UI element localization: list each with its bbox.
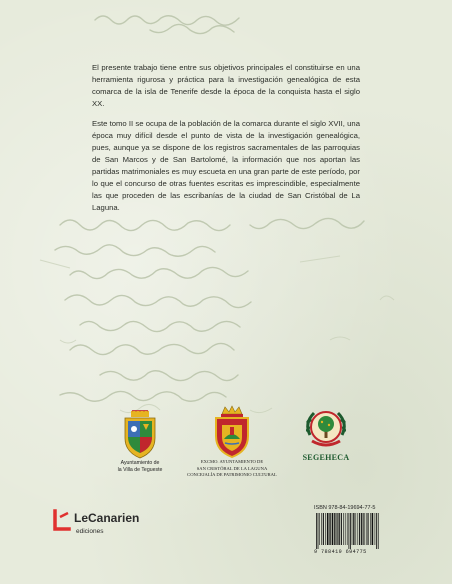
laguna-caption-3: CONCEJALÍA DE PATRIMONIO CULTURAL	[187, 472, 277, 477]
barcode-bar	[366, 513, 367, 545]
isbn-barcode	[314, 505, 410, 555]
barcode-bar	[339, 513, 340, 545]
barcode-bar	[319, 513, 320, 545]
laguna-logo	[182, 405, 282, 479]
shield-crest-icon	[121, 410, 159, 460]
barcode-bar	[368, 513, 369, 545]
laurel-tree-emblem-icon	[302, 405, 350, 453]
barcode-bar	[341, 513, 342, 545]
barcode-bar	[356, 513, 357, 545]
segeheca-label: SEGEHECA	[302, 453, 350, 462]
barcode-bar	[353, 513, 354, 545]
publisher-name: LeCanarien	[74, 511, 140, 525]
barcode-bar	[337, 513, 338, 545]
barcode-bar	[376, 513, 377, 549]
crowned-shield-icon	[212, 405, 252, 459]
description-text	[92, 62, 360, 222]
barcode-bar	[372, 513, 374, 545]
barcode-bars	[314, 513, 410, 549]
barcode-bar	[363, 513, 364, 545]
paragraph-2: Este tomo II se ocupa de la población de la comarca durante el siglo XVII, una época muy difícil desde el punto de vista de la investigación genealógica, pues, aunque ya se dispone de los registros sacramentales de las parroquias de San Marcos y de San Bartolomé, la información que nos aportan las partidas matrimoniales es muy escueta en una gran parte de este período, por lo que el concurso de otras fuentes escritas es imprescindible, especialmente las que proceden de las escribanías de la ciudad de San Cristóbal de La Laguna.	[92, 119, 360, 212]
barcode-bar	[332, 513, 334, 545]
barcode-bar	[359, 513, 360, 545]
barcode-bar	[347, 513, 348, 545]
barcode-bar	[318, 513, 319, 549]
paragraph-1: El presente trabajo tiene entre sus objetivos principales el constituirse en una herramienta rigurosa y práctica para la investigación genealógica de esta comarca de la isla de Tenerife desde la época de la conquista hasta el siglo XX.	[92, 63, 360, 108]
laguna-caption-1: EXCMO. AYUNTAMIENTO DE	[200, 459, 264, 464]
lecanarien-logo-icon	[52, 509, 72, 531]
tegueste-caption-2: la Villa de Tegueste	[117, 467, 163, 473]
publisher-subtitle: ediciones	[76, 528, 104, 535]
barcode-bar	[352, 513, 353, 545]
barcode-bar	[345, 513, 346, 545]
barcode-bar	[321, 513, 322, 545]
tegueste-caption-1: Ayuntamiento de	[120, 460, 160, 466]
barcode-bar	[358, 513, 359, 545]
tegueste-logo	[102, 410, 178, 474]
isbn-label: ISBN 978-84-19694-77-5	[314, 505, 376, 511]
barcode-bar	[343, 513, 344, 545]
barcode-bar	[334, 513, 335, 545]
barcode-bar	[329, 513, 330, 545]
barcode-bar	[370, 513, 371, 545]
barcode-bar	[350, 513, 351, 549]
barcode-bar	[361, 513, 362, 545]
barcode-bar	[378, 513, 379, 549]
barcode-bar	[327, 513, 329, 545]
segeheca-logo	[296, 405, 356, 462]
barcode-bar	[375, 513, 376, 545]
barcode-bar	[323, 513, 324, 545]
barcode-bar	[325, 513, 326, 545]
barcode-bar	[316, 513, 317, 549]
laguna-caption-2: SAN CRISTÓBAL DE LA LAGUNA	[196, 465, 268, 471]
barcode-bar	[349, 513, 350, 549]
barcode-digits: 9 788419 694775	[314, 549, 367, 555]
